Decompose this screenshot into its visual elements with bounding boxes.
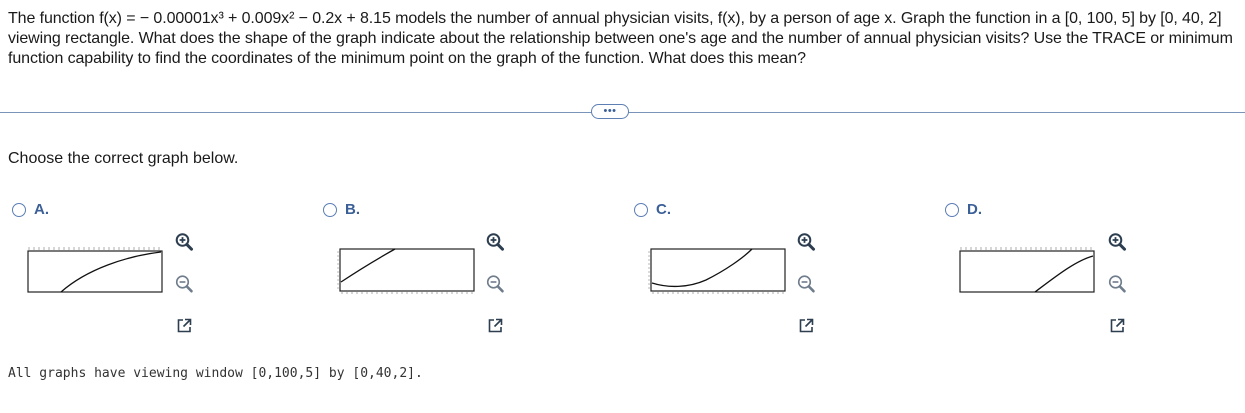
zoom-out-icon[interactable]: [796, 274, 816, 294]
tick-marks: [337, 252, 472, 294]
zoom-in-icon[interactable]: [1107, 232, 1127, 252]
tick-marks: [961, 247, 1091, 250]
function-curve: [61, 252, 161, 292]
option-a-select[interactable]: [12, 201, 49, 218]
radio-button[interactable]: [634, 203, 648, 217]
option-letter: D.: [967, 201, 982, 218]
option-d: [945, 201, 1145, 346]
option-c: [634, 201, 834, 346]
option-b-graph: [337, 248, 475, 298]
function-curve: [341, 249, 395, 282]
radio-button[interactable]: [12, 203, 26, 217]
zoom-out-icon[interactable]: [1107, 274, 1127, 294]
option-letter: B.: [345, 201, 360, 218]
function-curve: [1035, 256, 1093, 292]
zoom-out-icon[interactable]: [174, 274, 194, 294]
tick-marks: [648, 252, 783, 294]
zoom-out-icon[interactable]: [485, 274, 505, 294]
option-a-graph: [27, 247, 163, 293]
option-b: [323, 201, 523, 346]
prompt-text: Choose the correct graph below.: [8, 150, 239, 167]
option-letter: A.: [34, 201, 49, 218]
zoom-in-icon[interactable]: [796, 232, 816, 252]
option-letter: C.: [656, 201, 671, 218]
tick-marks: [29, 247, 159, 250]
question-text: The function f(x) = − 0.00001x³ + 0.009x² − 0.2x + 8.15 models the number of annual physician visits, f(x), by a person of age x. Graph the function in a [0, 100, 5] by [0, 40, 2] viewing rectangle. What does the shape of the graph indicate about the relationship between one's age and the number of annual physician visits? Use the TRACE or minimum function capability to find the coordinates of the minimum point on the graph of the function. What does this mean?: [8, 10, 1233, 67]
option-c-graph: [648, 248, 786, 298]
radio-button[interactable]: [323, 203, 337, 217]
zoom-in-icon[interactable]: [174, 232, 194, 252]
zoom-in-icon[interactable]: [485, 232, 505, 252]
open-external-icon[interactable]: [485, 316, 505, 336]
radio-button[interactable]: [945, 203, 959, 217]
function-curve: [652, 249, 752, 286]
option-c-select[interactable]: [634, 201, 671, 218]
option-a: [12, 201, 212, 346]
open-external-icon[interactable]: [1107, 316, 1127, 336]
option-d-graph: [959, 247, 1095, 293]
open-external-icon[interactable]: [796, 316, 816, 336]
viewing-window-note: All graphs have viewing window [0,100,5] by [0,40,2].: [8, 366, 423, 381]
option-b-select[interactable]: [323, 201, 360, 218]
open-external-icon[interactable]: [174, 316, 194, 336]
option-d-select[interactable]: [945, 201, 982, 218]
more-button[interactable]: •••: [591, 104, 629, 119]
